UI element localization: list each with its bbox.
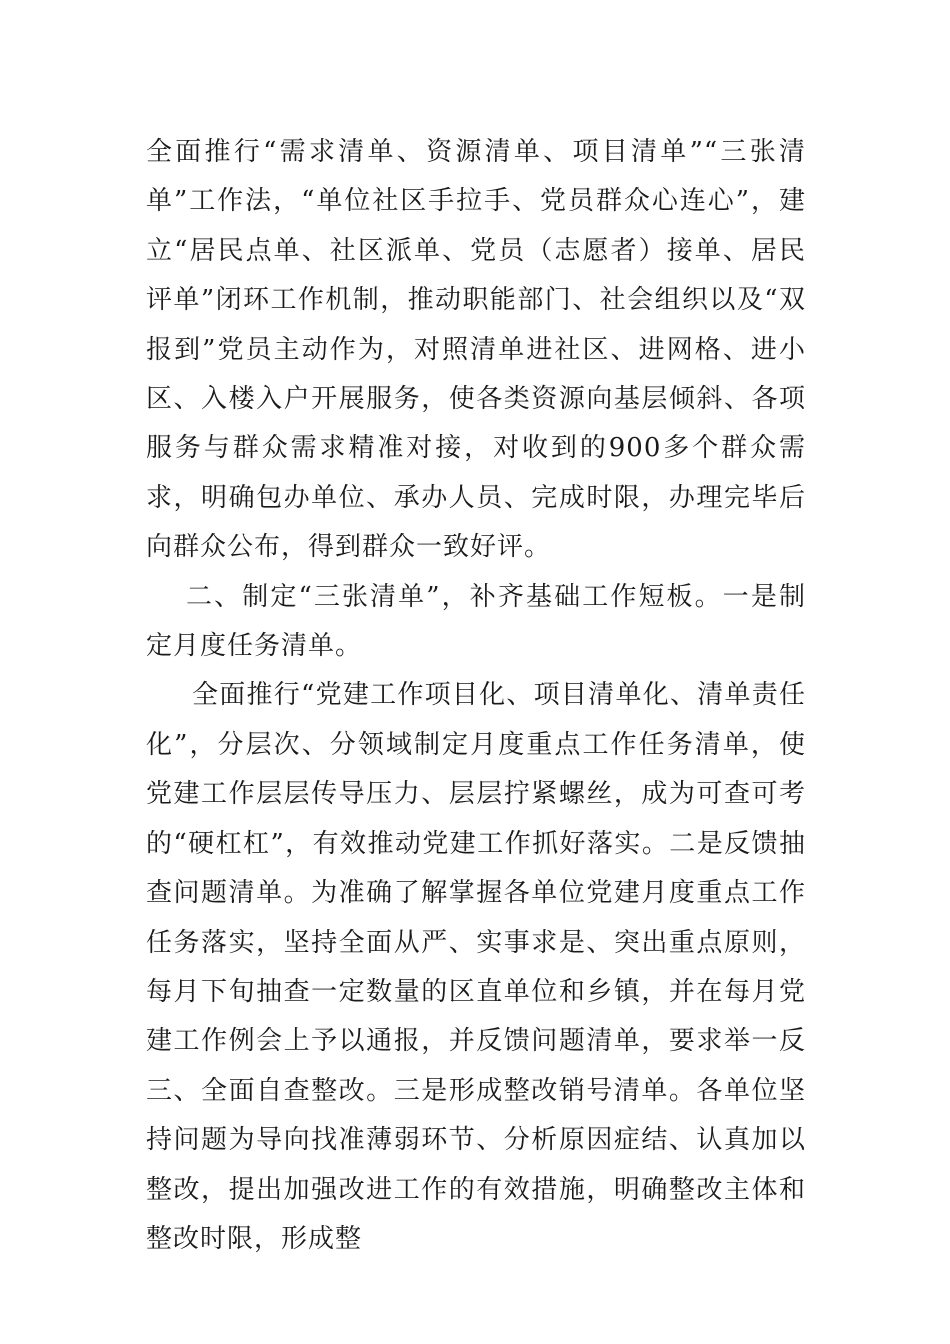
paragraph-1: 全面推行“需求清单、资源清单、项目清单”“三张清单”工作法，“单位社区手拉手、党员群众心连心”，建立“居民点单、社区派单、党员（志愿者）接单、居民评单”闭环工作机制，推动职能部门、社会组织以及“双报到”党员主动作为，对照清单进社区、进网格、进小区、入楼入户开展服务，使各类资源向基层倾斜、各项服务与群众需求精准对接，对收到的900多个群众需求，明确包办单位、承办人员、完成时限，办理完毕后向群众公布，得到群众一致好评。 (146, 137, 806, 563)
document-body (146, 128, 806, 1264)
paragraph-2: 二、制定“三张清单”，补齐基础工作短板。一是制定月度任务清单。 (146, 581, 806, 662)
paragraph-3: 全面推行“党建工作项目化、项目清单化、清单责任化”，分层次、分领域制定月度重点工作任务清单，使党建工作层层传导压力、层层拧紧螺丝，成为可查可考的“硬杠杠”，有效推动党建工作抓好落实。二是反馈抽查问题清单。为准确了解掌握各单位党建月度重点工作任务落实，坚持全面从严、实事求是、突出重点原则，每月下旬抽查一定数量的区直单位和乡镇，并在每月党建工作例会上予以通报，并反馈问题清单，要求举一反三、全面自查整改。三是形成整改销号清单。各单位坚持问题为导向找准薄弱环节、分析原因症结、认真加以整改，提出加强改进工作的有效措施，明确整改主体和整改时限，形成整 (146, 680, 806, 1254)
